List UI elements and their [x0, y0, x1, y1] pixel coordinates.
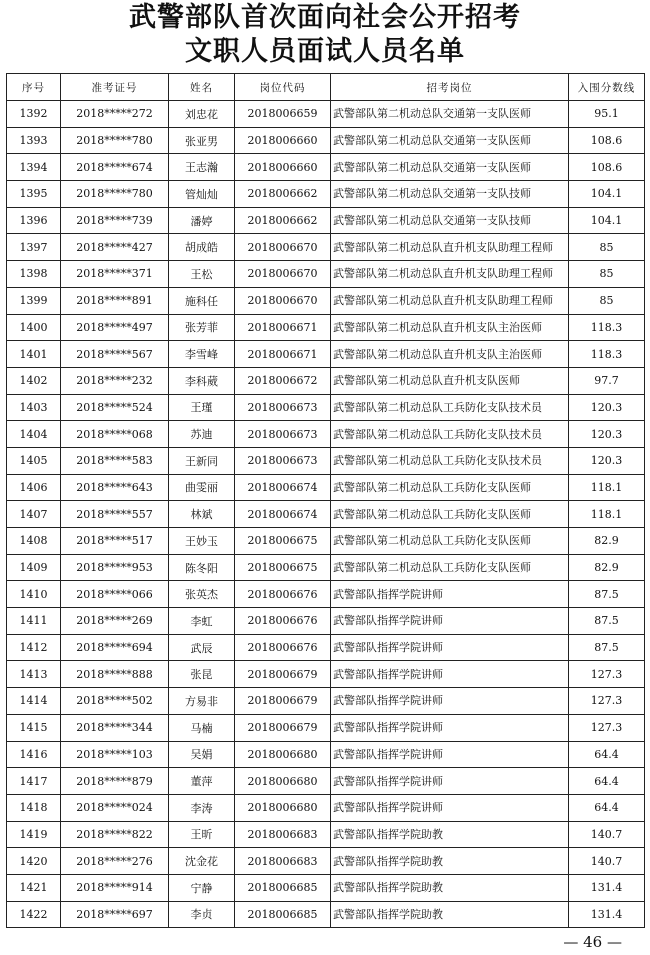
cell-seq: 1394	[7, 154, 61, 181]
cell-name: 管灿灿	[169, 181, 235, 208]
cell-name: 武辰	[169, 634, 235, 661]
table-row	[7, 181, 645, 208]
cell-post: 武警部队第二机动总队工兵防化支队技术员	[331, 394, 569, 421]
table-row	[7, 608, 645, 635]
cell-name: 张昆	[169, 661, 235, 688]
cell-post: 武警部队第二机动总队交通第一支队医师	[331, 127, 569, 154]
table-row	[7, 101, 645, 128]
cell-seq: 1406	[7, 474, 61, 501]
cell-code: 2018006660	[235, 127, 331, 154]
cell-seq: 1399	[7, 287, 61, 314]
cell-code: 2018006673	[235, 394, 331, 421]
cell-score: 104.1	[569, 207, 645, 234]
cell-code: 2018006670	[235, 234, 331, 261]
cell-score: 108.6	[569, 127, 645, 154]
header-score: 入围分数线	[569, 74, 645, 101]
table-header-row	[7, 74, 645, 101]
table-row	[7, 261, 645, 288]
cell-score: 87.5	[569, 608, 645, 635]
cell-score: 95.1	[569, 101, 645, 128]
table-row	[7, 874, 645, 901]
cell-seq: 1393	[7, 127, 61, 154]
cell-score: 87.5	[569, 634, 645, 661]
cell-seq: 1418	[7, 794, 61, 821]
cell-post: 武警部队指挥学院讲师	[331, 661, 569, 688]
table-row	[7, 714, 645, 741]
cell-code: 2018006670	[235, 261, 331, 288]
cell-score: 82.9	[569, 554, 645, 581]
cell-post: 武警部队指挥学院助教	[331, 848, 569, 875]
cell-name: 施科任	[169, 287, 235, 314]
cell-name: 王松	[169, 261, 235, 288]
cell-ticket: 2018*****502	[61, 688, 169, 715]
page-number: — 46 —	[563, 933, 622, 951]
cell-seq: 1414	[7, 688, 61, 715]
cell-score: 85	[569, 287, 645, 314]
cell-code: 2018006679	[235, 661, 331, 688]
cell-post: 武警部队第二机动总队直升机支队助理工程师	[331, 287, 569, 314]
cell-score: 64.4	[569, 794, 645, 821]
cell-seq: 1417	[7, 768, 61, 795]
table-row	[7, 634, 645, 661]
header-seq: 序号	[7, 74, 61, 101]
cell-name: 方易非	[169, 688, 235, 715]
cell-seq: 1392	[7, 101, 61, 128]
cell-ticket: 2018*****583	[61, 447, 169, 474]
cell-post: 武警部队第二机动总队直升机支队主治医师	[331, 314, 569, 341]
cell-seq: 1398	[7, 261, 61, 288]
document-subtitle: 文职人员面试人员名单	[185, 36, 465, 67]
cell-name: 苏迪	[169, 421, 235, 448]
header-ticket: 准考证号	[61, 74, 169, 101]
cell-ticket: 2018*****739	[61, 207, 169, 234]
cell-post: 武警部队指挥学院讲师	[331, 688, 569, 715]
table-row	[7, 581, 645, 608]
cell-score: 120.3	[569, 447, 645, 474]
cell-score: 118.1	[569, 501, 645, 528]
cell-seq: 1411	[7, 608, 61, 635]
cell-code: 2018006680	[235, 794, 331, 821]
cell-name: 张芳菲	[169, 314, 235, 341]
cell-code: 2018006675	[235, 528, 331, 555]
cell-name: 吴娟	[169, 741, 235, 768]
cell-post: 武警部队第二机动总队直升机支队助理工程师	[331, 234, 569, 261]
cell-seq: 1410	[7, 581, 61, 608]
cell-name: 张亚男	[169, 127, 235, 154]
cell-seq: 1401	[7, 341, 61, 368]
cell-ticket: 2018*****427	[61, 234, 169, 261]
cell-name: 沈金花	[169, 848, 235, 875]
cell-ticket: 2018*****674	[61, 154, 169, 181]
cell-code: 2018006672	[235, 367, 331, 394]
cell-seq: 1413	[7, 661, 61, 688]
cell-score: 87.5	[569, 581, 645, 608]
cell-post: 武警部队指挥学院讲师	[331, 768, 569, 795]
cell-code: 2018006662	[235, 181, 331, 208]
table-row	[7, 768, 645, 795]
cell-ticket: 2018*****371	[61, 261, 169, 288]
cell-ticket: 2018*****780	[61, 127, 169, 154]
cell-seq: 1405	[7, 447, 61, 474]
cell-code: 2018006674	[235, 501, 331, 528]
cell-score: 131.4	[569, 874, 645, 901]
table-row	[7, 234, 645, 261]
cell-post: 武警部队指挥学院讲师	[331, 794, 569, 821]
cell-ticket: 2018*****694	[61, 634, 169, 661]
cell-post: 武警部队第二机动总队直升机支队医师	[331, 367, 569, 394]
cell-name: 刘忠花	[169, 101, 235, 128]
cell-score: 85	[569, 261, 645, 288]
table-row	[7, 421, 645, 448]
cell-name: 曲雯丽	[169, 474, 235, 501]
cell-ticket: 2018*****024	[61, 794, 169, 821]
cell-code: 2018006685	[235, 901, 331, 928]
cell-post: 武警部队第二机动总队工兵防化支队医师	[331, 554, 569, 581]
cell-score: 118.3	[569, 314, 645, 341]
cell-post: 武警部队第二机动总队工兵防化支队技术员	[331, 447, 569, 474]
cell-post: 武警部队第二机动总队交通第一支队医师	[331, 101, 569, 128]
cell-name: 林斌	[169, 501, 235, 528]
cell-post: 武警部队指挥学院讲师	[331, 714, 569, 741]
table-row	[7, 341, 645, 368]
cell-ticket: 2018*****914	[61, 874, 169, 901]
cell-code: 2018006676	[235, 581, 331, 608]
table-row	[7, 688, 645, 715]
table-row	[7, 394, 645, 421]
table-row	[7, 661, 645, 688]
cell-code: 2018006671	[235, 314, 331, 341]
cell-score: 140.7	[569, 848, 645, 875]
cell-ticket: 2018*****103	[61, 741, 169, 768]
cell-code: 2018006659	[235, 101, 331, 128]
cell-code: 2018006660	[235, 154, 331, 181]
cell-score: 127.3	[569, 661, 645, 688]
cell-seq: 1403	[7, 394, 61, 421]
header-name: 姓名	[169, 74, 235, 101]
cell-name: 王瑾	[169, 394, 235, 421]
cell-post: 武警部队第二机动总队交通第一支队技师	[331, 207, 569, 234]
cell-ticket: 2018*****344	[61, 714, 169, 741]
cell-seq: 1395	[7, 181, 61, 208]
table-row	[7, 794, 645, 821]
table-row	[7, 848, 645, 875]
cell-post: 武警部队指挥学院讲师	[331, 608, 569, 635]
cell-ticket: 2018*****068	[61, 421, 169, 448]
cell-post: 武警部队指挥学院讲师	[331, 634, 569, 661]
cell-seq: 1397	[7, 234, 61, 261]
cell-score: 82.9	[569, 528, 645, 555]
cell-code: 2018006674	[235, 474, 331, 501]
cell-ticket: 2018*****888	[61, 661, 169, 688]
cell-seq: 1400	[7, 314, 61, 341]
cell-post: 武警部队指挥学院助教	[331, 874, 569, 901]
cell-seq: 1409	[7, 554, 61, 581]
cell-score: 140.7	[569, 821, 645, 848]
cell-score: 127.3	[569, 714, 645, 741]
cell-ticket: 2018*****879	[61, 768, 169, 795]
cell-name: 李贞	[169, 901, 235, 928]
cell-code: 2018006683	[235, 821, 331, 848]
cell-post: 武警部队指挥学院助教	[331, 901, 569, 928]
header-code: 岗位代码	[235, 74, 331, 101]
cell-score: 64.4	[569, 741, 645, 768]
cell-name: 王昕	[169, 821, 235, 848]
cell-score: 118.1	[569, 474, 645, 501]
cell-seq: 1415	[7, 714, 61, 741]
cell-name: 陈冬阳	[169, 554, 235, 581]
cell-post: 武警部队第二机动总队工兵防化支队医师	[331, 474, 569, 501]
cell-name: 张英杰	[169, 581, 235, 608]
cell-seq: 1412	[7, 634, 61, 661]
cell-code: 2018006685	[235, 874, 331, 901]
table-row	[7, 314, 645, 341]
cell-ticket: 2018*****497	[61, 314, 169, 341]
cell-post: 武警部队指挥学院讲师	[331, 741, 569, 768]
cell-score: 120.3	[569, 394, 645, 421]
cell-code: 2018006679	[235, 688, 331, 715]
cell-seq: 1421	[7, 874, 61, 901]
cell-ticket: 2018*****567	[61, 341, 169, 368]
cell-ticket: 2018*****780	[61, 181, 169, 208]
table-row	[7, 207, 645, 234]
cell-post: 武警部队指挥学院讲师	[331, 581, 569, 608]
cell-post: 武警部队第二机动总队交通第一支队医师	[331, 154, 569, 181]
cell-name: 王妙玉	[169, 528, 235, 555]
table-row	[7, 821, 645, 848]
candidate-table	[6, 73, 645, 928]
cell-ticket: 2018*****272	[61, 101, 169, 128]
cell-code: 2018006671	[235, 341, 331, 368]
cell-code: 2018006673	[235, 421, 331, 448]
cell-code: 2018006670	[235, 287, 331, 314]
cell-seq: 1407	[7, 501, 61, 528]
cell-ticket: 2018*****524	[61, 394, 169, 421]
cell-ticket: 2018*****517	[61, 528, 169, 555]
cell-score: 108.6	[569, 154, 645, 181]
cell-ticket: 2018*****066	[61, 581, 169, 608]
cell-name: 王新同	[169, 447, 235, 474]
cell-code: 2018006676	[235, 634, 331, 661]
cell-score: 118.3	[569, 341, 645, 368]
table-row	[7, 367, 645, 394]
cell-name: 宁静	[169, 874, 235, 901]
cell-ticket: 2018*****697	[61, 901, 169, 928]
cell-ticket: 2018*****953	[61, 554, 169, 581]
cell-code: 2018006683	[235, 848, 331, 875]
cell-score: 64.4	[569, 768, 645, 795]
cell-name: 李涛	[169, 794, 235, 821]
cell-code: 2018006680	[235, 741, 331, 768]
cell-code: 2018006679	[235, 714, 331, 741]
cell-seq: 1408	[7, 528, 61, 555]
header-post: 招考岗位	[331, 74, 569, 101]
cell-name: 胡成皓	[169, 234, 235, 261]
cell-score: 120.3	[569, 421, 645, 448]
cell-seq: 1419	[7, 821, 61, 848]
table-row	[7, 901, 645, 928]
cell-seq: 1422	[7, 901, 61, 928]
cell-ticket: 2018*****643	[61, 474, 169, 501]
document-title: 武警部队首次面向社会公开招考	[129, 2, 521, 33]
cell-name: 李雪峰	[169, 341, 235, 368]
cell-score: 85	[569, 234, 645, 261]
cell-name: 王志瀚	[169, 154, 235, 181]
table-row	[7, 287, 645, 314]
table-row	[7, 741, 645, 768]
cell-seq: 1404	[7, 421, 61, 448]
cell-ticket: 2018*****557	[61, 501, 169, 528]
cell-seq: 1396	[7, 207, 61, 234]
cell-name: 潘婷	[169, 207, 235, 234]
cell-seq: 1420	[7, 848, 61, 875]
cell-post: 武警部队第二机动总队工兵防化支队医师	[331, 528, 569, 555]
table-row	[7, 154, 645, 181]
cell-ticket: 2018*****891	[61, 287, 169, 314]
cell-name: 李科葳	[169, 367, 235, 394]
cell-post: 武警部队第二机动总队直升机支队主治医师	[331, 341, 569, 368]
table-row	[7, 127, 645, 154]
table-row	[7, 501, 645, 528]
cell-name: 董萍	[169, 768, 235, 795]
cell-score: 131.4	[569, 901, 645, 928]
table-row	[7, 528, 645, 555]
cell-code: 2018006675	[235, 554, 331, 581]
cell-post: 武警部队第二机动总队交通第一支队技师	[331, 181, 569, 208]
cell-post: 武警部队第二机动总队直升机支队助理工程师	[331, 261, 569, 288]
cell-score: 97.7	[569, 367, 645, 394]
cell-ticket: 2018*****276	[61, 848, 169, 875]
cell-code: 2018006662	[235, 207, 331, 234]
cell-post: 武警部队第二机动总队工兵防化支队医师	[331, 501, 569, 528]
table-row	[7, 474, 645, 501]
cell-code: 2018006673	[235, 447, 331, 474]
cell-seq: 1402	[7, 367, 61, 394]
cell-ticket: 2018*****269	[61, 608, 169, 635]
cell-ticket: 2018*****232	[61, 367, 169, 394]
cell-name: 李虹	[169, 608, 235, 635]
cell-score: 104.1	[569, 181, 645, 208]
cell-code: 2018006676	[235, 608, 331, 635]
cell-code: 2018006680	[235, 768, 331, 795]
table-row	[7, 447, 645, 474]
cell-post: 武警部队第二机动总队工兵防化支队技术员	[331, 421, 569, 448]
cell-ticket: 2018*****822	[61, 821, 169, 848]
cell-seq: 1416	[7, 741, 61, 768]
table-row	[7, 554, 645, 581]
cell-score: 127.3	[569, 688, 645, 715]
cell-post: 武警部队指挥学院助教	[331, 821, 569, 848]
cell-name: 马楠	[169, 714, 235, 741]
